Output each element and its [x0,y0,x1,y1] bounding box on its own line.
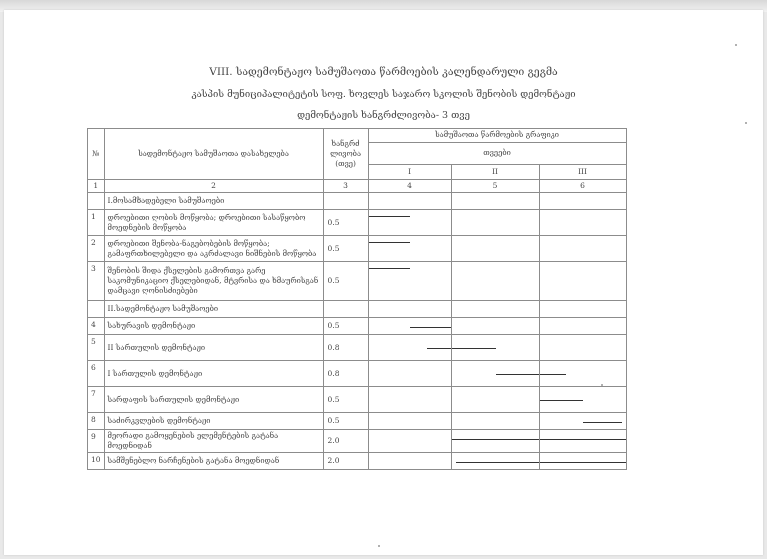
header-month-3: III [539,165,626,180]
table-row [88,430,627,453]
row-number: 8 [88,413,105,430]
schedule-cell-month-3 [539,430,626,453]
gantt-bar [540,374,566,375]
duration-value: 0.5 [323,210,368,236]
table-row [88,262,627,301]
schedule-cell-month-1 [368,262,451,301]
document-title: VIII. სადემონტაჟო სამუშაოთა წარმოების კალენდარული გეგმა [209,66,558,78]
schedule-cell-month-2 [451,387,539,413]
work-name: I სართულის დემონტაჟი [104,361,323,387]
row-number: 6 [88,361,105,387]
gantt-bar [427,348,451,349]
schedule-cell-month-2 [451,262,539,301]
gantt-bar [540,400,584,401]
table-row [88,210,627,236]
row-number: 5 [88,335,105,361]
gantt-bar [410,327,451,328]
col-number: 3 [323,180,368,193]
scan-speck [745,122,747,124]
row-number: 3 [88,262,105,301]
row-number: 10 [88,453,105,470]
header-schedule: სამუშაოთა წარმოების გრაფიკი [368,129,626,143]
schedule-cell-month-2 [451,453,539,470]
work-name: მეორადი გამოყენების ელემენტების გატანა მოედნიდან [104,430,323,453]
table-row [88,413,627,430]
duration-value: 0.5 [323,387,368,413]
header-month-2: II [451,165,539,180]
duration-value: 0.5 [323,318,368,335]
gantt-bar [583,422,622,423]
duration-value: 0.5 [323,413,368,430]
scan-speck [378,545,380,547]
gantt-bar [452,439,540,440]
schedule-cell-month-3 [539,262,626,301]
schedule-cell-month-3 [539,387,626,413]
schedule-cell-month-3 [539,318,626,335]
gantt-bar [496,374,540,375]
scan-speck [601,384,603,386]
header-work-name: სადემონტაჟო სამუშაოთა დასახელება [104,129,323,180]
col-number: 2 [104,180,323,193]
duration-value: 2.0 [323,453,368,470]
schedule-cell-month-1 [368,413,451,430]
schedule-cell-month-2 [451,361,539,387]
gantt-bar [452,348,496,349]
work-name: სამშენებლო ნარჩენების გატანა მოედნიდან [104,453,323,470]
row-number: 9 [88,430,105,453]
gantt-bar [369,216,411,217]
table-row [88,335,627,361]
gantt-bar [369,242,411,243]
col-number: 6 [539,180,626,193]
schedule-cell-month-1 [368,430,451,453]
table-row [88,361,627,387]
work-name: სახურავის დემონტაჟი [104,318,323,335]
work-name: დროებითი შენობა-ნაგებობების მოწყობა; გამაფრთხილებელი და აკრძალავი ნიშნების მოწყობა [104,236,323,262]
header-no: № [88,129,105,180]
schedule-cell-month-2 [451,430,539,453]
row-number: 4 [88,318,105,335]
gantt-bar [540,462,627,463]
schedule-cell-month-3 [539,335,626,361]
table-row [88,236,627,262]
schedule-cell-month-1 [368,387,451,413]
schedule-cell-month-3 [539,413,626,430]
document-subtitle: კასპის მუნიციპალიტეტის სოფ. ხოვლეს საჯარო სკოლის შენობის დემონტაჟი [191,89,576,100]
table-row [88,318,627,335]
row-number: 7 [88,387,105,413]
col-number: 4 [368,180,451,193]
duration-value: 0.8 [323,335,368,361]
schedule-cell-month-3 [539,236,626,262]
schedule-cell-month-1 [368,453,451,470]
gantt-bar [456,462,539,463]
section-heading: I.მოსამზადებელი სამუშაოები [104,193,323,210]
work-name: II სართულის დემონტაჟი [104,335,323,361]
schedule-cell-month-2 [451,236,539,262]
schedule-cell-month-2 [451,210,539,236]
table-row [88,387,627,413]
work-name: შენობის შიდა ქსელების გამორთვა გარე საკომუნიკაციო ქსელებიდან, მტვრისა და ხმაურისგან დამცავი ღონისძიებები [104,262,323,301]
schedule-cell-month-2 [451,335,539,361]
col-number: 5 [451,180,539,193]
schedule-table [87,128,627,470]
header-months-label: თვეები [368,143,626,165]
schedule-cell-month-2 [451,318,539,335]
duration-value: 0.5 [323,236,368,262]
row-number: 2 [88,236,105,262]
document-duration-note: დემონტაჟის ხანგრძლივობა- 3 თვე [297,110,470,121]
schedule-cell-month-1 [368,318,451,335]
duration-value: 2.0 [323,430,368,453]
schedule-cell-month-1 [368,210,451,236]
schedule-cell-month-1 [368,361,451,387]
work-name: დროებითი ღობის მოწყობა; დროებითი სასაწყობო მოედნების მოწყობა [104,210,323,236]
scan-speck [735,44,737,46]
duration-value: 0.5 [323,262,368,301]
row-number: 1 [88,210,105,236]
section-heading: II.სადემონტაჟო სამუშაოები [104,301,323,318]
schedule-cell-month-3 [539,210,626,236]
duration-value: 0.8 [323,361,368,387]
schedule-cell-month-1 [368,335,451,361]
header-duration: ხანგრძ ლივობა (თვე) [323,129,368,180]
work-name: საძირკვლების დემონტაჟი [104,413,323,430]
schedule-cell-month-3 [539,361,626,387]
gantt-bar [540,439,627,440]
gantt-bar [369,268,411,269]
work-name: სარდაფის სართულის დემონტაჟი [104,387,323,413]
schedule-cell-month-2 [451,413,539,430]
table-row [88,453,627,470]
schedule-cell-month-3 [539,453,626,470]
header-month-1: I [368,165,451,180]
schedule-cell-month-1 [368,236,451,262]
col-number: 1 [88,180,105,193]
